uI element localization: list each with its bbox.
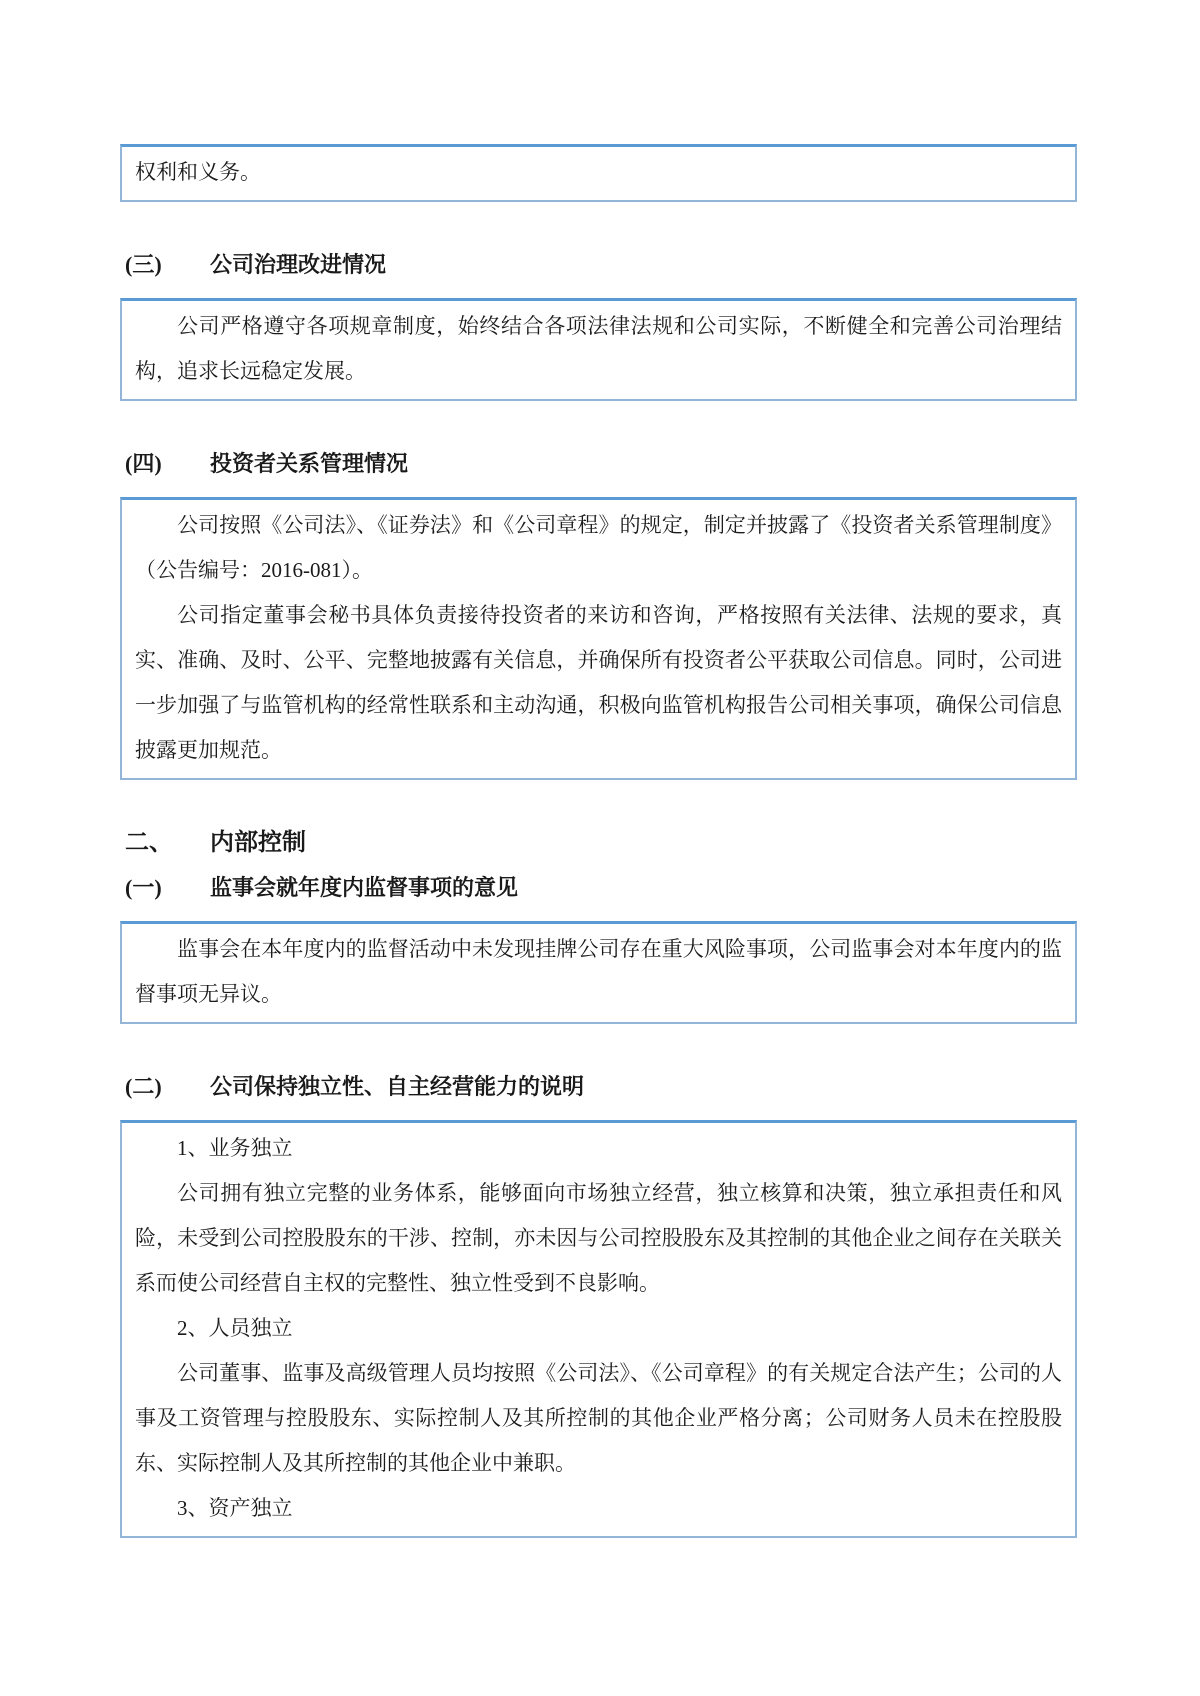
- box-paragraph: 公司董事、监事及高级管理人员均按照《公司法》、《公司章程》的有关规定合法产生；公司的人事及工资管理与控股股东、实际控制人及其所控制的其他企业严格分离；公司财务人员未在控股股东、实际控制人及其所控制的其他企业中兼职。: [135, 1361, 1062, 1475]
- heading-title: 监事会就年度内监督事项的意见: [210, 875, 519, 900]
- heading-title: 投资者关系管理情况: [210, 451, 409, 476]
- box-paragraph: 公司指定董事会秘书具体负责接待投资者的来访和咨询，严格按照有关法律、法规的要求，真实、准确、及时、公平、完整地披露有关信息，并确保所有投资者公平获取公司信息。同时，公司进一步加强了与监管机构的经常性联系和主动沟通，积极向监管机构报告公司相关事项，确保公司信息披露更加规范。: [135, 603, 1062, 762]
- heading-internal-control: [120, 829, 1077, 857]
- box-paragraph: 公司按照《公司法》、《证券法》和《公司章程》的规定，制定并披露了《投资者关系管理制度》（公告编号：2016-081）。: [135, 513, 1062, 582]
- heading-governance-improvement: [120, 251, 1077, 279]
- heading-number: 二、: [125, 830, 173, 856]
- box-paragraph: 3、资产独立: [177, 1496, 293, 1520]
- heading-number: (二): [125, 1074, 162, 1099]
- heading-supervisory-board-opinion: [120, 874, 1077, 902]
- heading-investor-relations: [120, 450, 1077, 478]
- box-governance-improvement: [120, 298, 1077, 401]
- box-investor-relations: [120, 497, 1077, 780]
- box-paragraph: 公司严格遵守各项规章制度，始终结合各项法律法规和公司实际，不断健全和完善公司治理结构，追求长远稳定发展。: [135, 314, 1062, 383]
- box-paragraph: 权利和义务。: [135, 160, 261, 184]
- box-supervisory-board-opinion: [120, 921, 1077, 1024]
- heading-title: 公司保持独立性、自主经营能力的说明: [210, 1074, 585, 1099]
- heading-title: 内部控制: [210, 830, 306, 856]
- box-paragraph: 1、业务独立: [177, 1136, 293, 1160]
- box-independence-statement: [120, 1120, 1077, 1538]
- box-paragraph: 2、人员独立: [177, 1316, 293, 1340]
- heading-title: 公司治理改进情况: [210, 252, 387, 277]
- heading-number: (三): [125, 252, 162, 277]
- document-content: [120, 144, 1077, 1538]
- box-rights-obligations: [120, 144, 1077, 202]
- heading-number: (一): [125, 875, 162, 900]
- box-paragraph: 公司拥有独立完整的业务体系，能够面向市场独立经营，独立核算和决策，独立承担责任和风险，未受到公司控股股东的干涉、控制，亦未因与公司控股股东及其控制的其他企业之间存在关联关系而使公司经营自主权的完整性、独立性受到不良影响。: [135, 1181, 1062, 1295]
- heading-independence-statement: [120, 1073, 1077, 1101]
- heading-number: (四): [125, 451, 162, 476]
- box-paragraph: 监事会在本年度内的监督活动中未发现挂牌公司存在重大风险事项，公司监事会对本年度内的监督事项无异议。: [135, 937, 1062, 1006]
